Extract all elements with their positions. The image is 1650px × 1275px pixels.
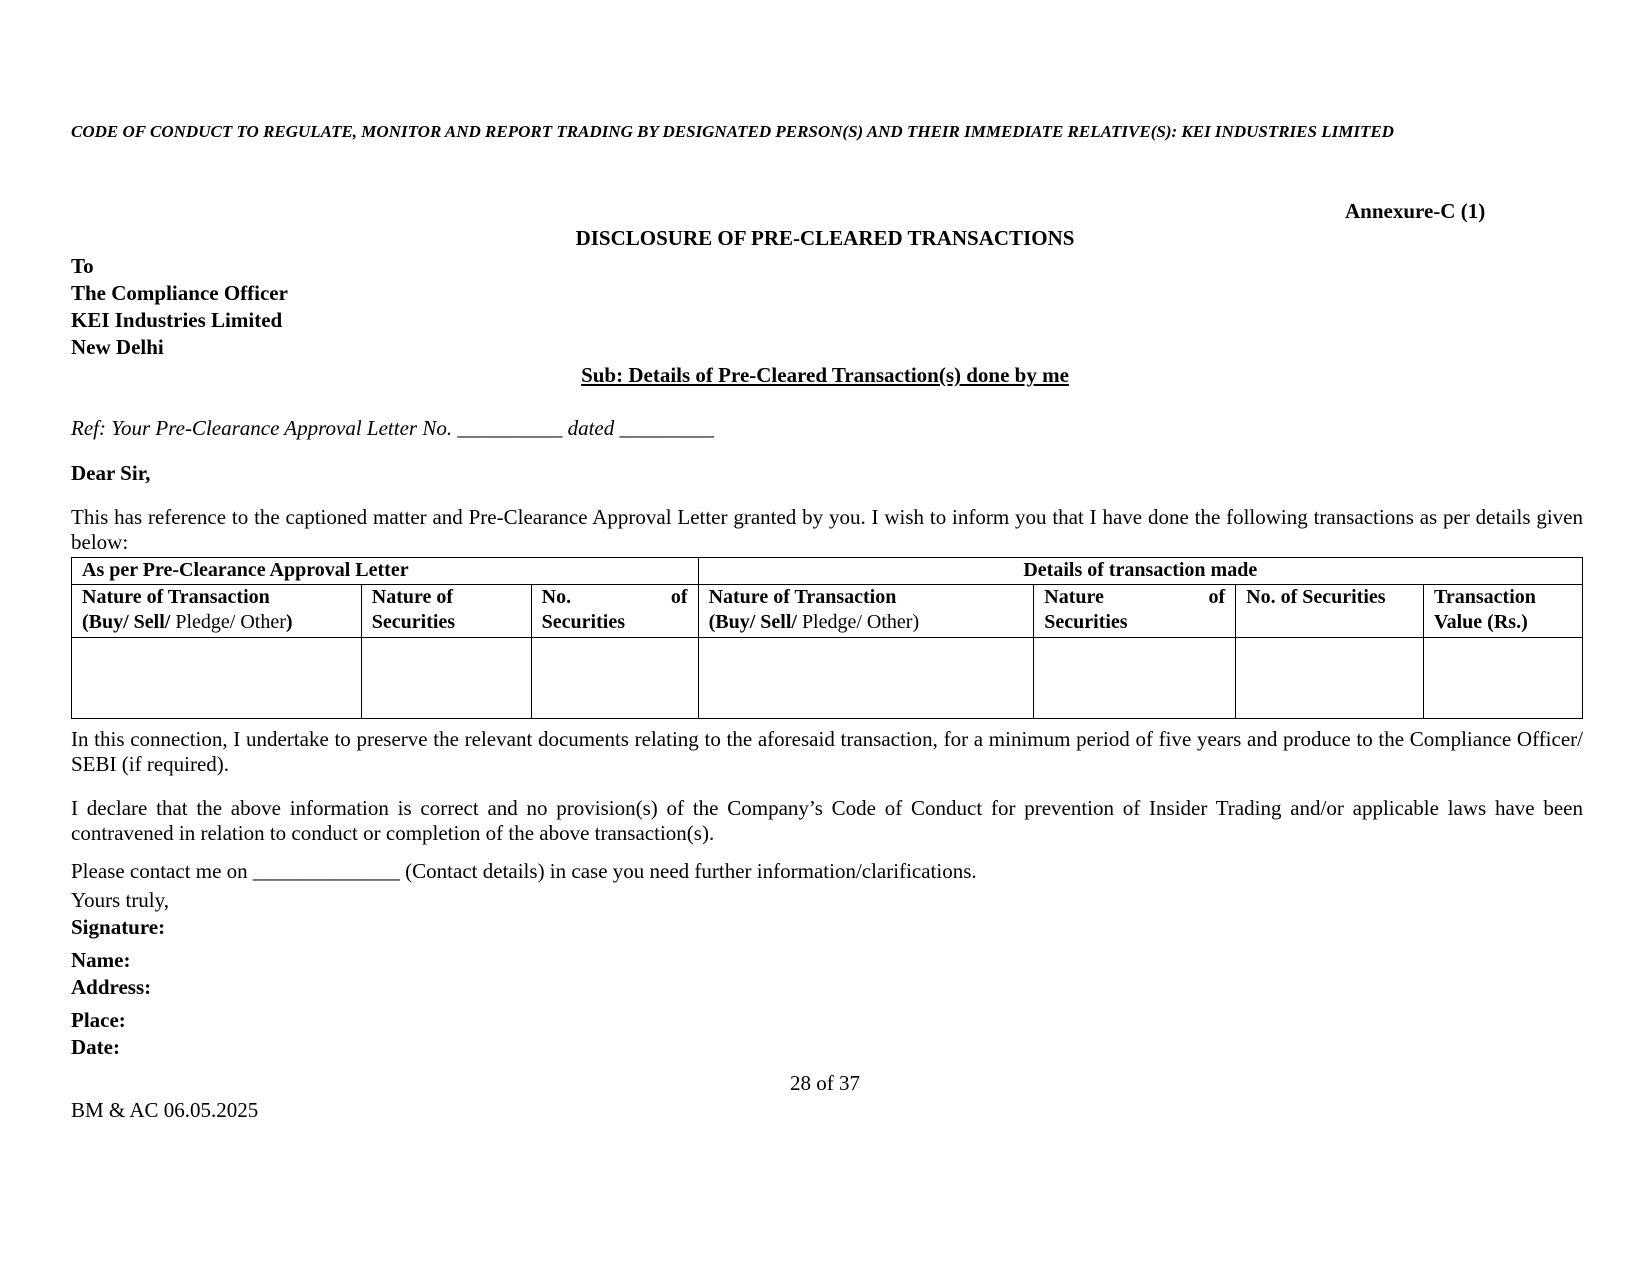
name-label: Name: — [71, 948, 131, 972]
place-label: Place: — [71, 1008, 126, 1032]
table-cell[interactable] — [1236, 638, 1424, 719]
page-title: DISCLOSURE OF PRE-CLEARED TRANSACTIONS — [575, 226, 1075, 250]
declare-paragraph: I declare that the above information is correct and no provision(s) of the Company’s Code of Conduct for prevention of Insider Trading and/or applicable laws have been contravened in relation to conduct or completion of the above transaction(s). — [71, 796, 1583, 845]
recipient-address — [71, 253, 288, 361]
closing-text: Yours truly, — [71, 888, 170, 912]
table-column-headers — [72, 585, 1583, 638]
contact-line: Please contact me on ______________ (Contact details) in case you need further information/clarifications. — [71, 859, 977, 883]
address-line-2: KEI Industries Limited — [71, 308, 283, 332]
subject-line: Sub: Details of Pre-Cleared Transaction(s) done by me — [581, 363, 1069, 387]
table-cell[interactable] — [1034, 638, 1236, 719]
salutation: Dear Sir, — [71, 461, 151, 485]
col-header-made-nature-of-transaction: Nature of Transaction (Buy/ Sell/ Pledge/ Other) — [698, 585, 1034, 638]
group-right-header: Details of transaction made — [698, 558, 1582, 585]
address-line-3: New Delhi — [71, 335, 164, 359]
col-header-no-of-securities: No. of Securities — [531, 585, 698, 638]
reference-line: Ref: Your Pre-Clearance Approval Letter No. __________ dated _________ — [71, 416, 714, 440]
table-group-header — [72, 558, 1583, 585]
col-header-nature-of-transaction: Nature of Transaction (Buy/ Sell/ Pledge/ Other) — [72, 585, 362, 638]
group-left-header: As per Pre-Clearance Approval Letter — [72, 558, 699, 585]
annexure-label: Annexure-C (1) — [1345, 199, 1486, 223]
col-header-nature-of-securities: Nature of Securities — [361, 585, 531, 638]
preserve-paragraph: In this connection, I undertake to preserve the relevant documents relating to the aforesaid transaction, for a minimum period of five years and produce to the Compliance Officer/ SEBI (if required). — [71, 727, 1583, 776]
transaction-table — [71, 557, 1583, 719]
table-cell[interactable] — [361, 638, 531, 719]
table-cell[interactable] — [698, 638, 1034, 719]
address-to: To — [71, 254, 94, 278]
col-header-made-nature-of-securities: Nature of Securities — [1034, 585, 1236, 638]
signature-label: Signature: — [71, 915, 166, 939]
col-header-made-no-of-securities: No. of Securities — [1236, 585, 1424, 638]
table-cell[interactable] — [531, 638, 698, 719]
table-cell[interactable] — [1424, 638, 1583, 719]
intro-paragraph: This has reference to the captioned matter and Pre-Clearance Approval Letter granted by you. I wish to inform you that I have done the following transactions as per details given below: — [71, 505, 1583, 554]
table-cell[interactable] — [72, 638, 362, 719]
running-header: CODE OF CONDUCT TO REGULATE, MONITOR AND REPORT TRADING BY DESIGNATED PERSON(S) AND THEIR IMMEDIATE RELATIVE(S): KEI INDUSTRIES LIMITED — [71, 122, 1394, 141]
footer-note: BM & AC 06.05.2025 — [71, 1098, 259, 1122]
table-row — [72, 638, 1583, 719]
col-header-transaction-value: Transaction Value (Rs.) — [1424, 585, 1583, 638]
date-label: Date: — [71, 1035, 120, 1059]
address-line-1: The Compliance Officer — [71, 281, 288, 305]
page-number: 28 of 37 — [790, 1071, 860, 1095]
address-label: Address: — [71, 975, 152, 999]
